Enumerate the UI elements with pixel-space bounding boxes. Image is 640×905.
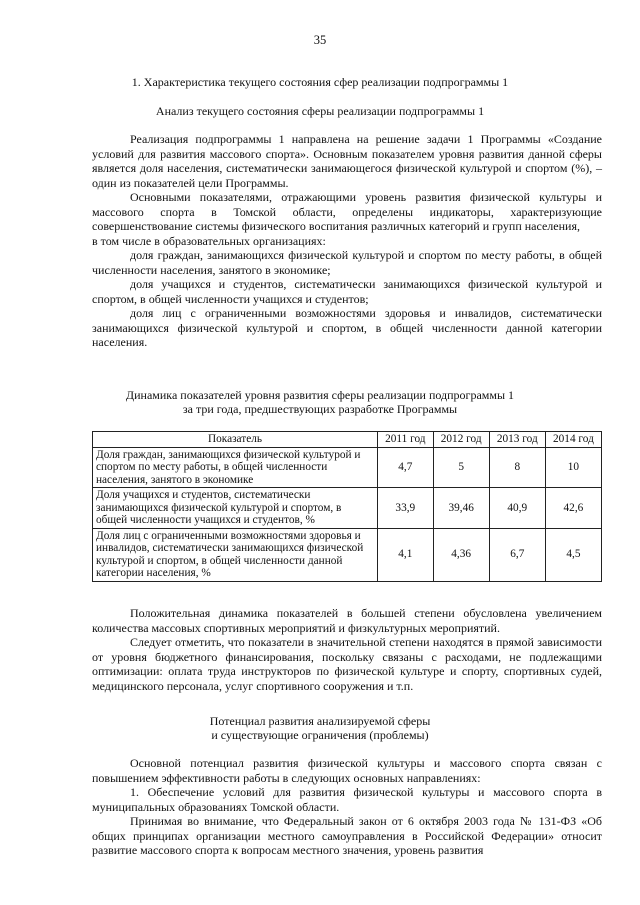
potential-heading-line-2: и существующие ограничения (проблемы)	[211, 728, 429, 742]
final-text	[92, 756, 602, 858]
table-cell: 4,7	[378, 447, 434, 488]
paragraph: Основными показателями, отражающими уровень развития физической культуры и массового спорта в Томской области, определены индикаторы, характеризующие совершенствование системы физического воспитания различных категорий и групп населения,	[92, 190, 602, 233]
paragraph: Основной потенциал развития физической культуры и массового спорта связан с повышением эффективности работы в следующих основных направлениях:	[92, 756, 602, 785]
table-cell: 10	[545, 447, 601, 488]
table-cell: 4,1	[378, 528, 434, 581]
paragraph: 1. Обеспечение условий для развития физической культуры и массового спорта в муниципальных образованиях Томской области.	[92, 785, 602, 814]
table-cell: 6,7	[489, 528, 545, 581]
after-table-text	[92, 606, 602, 693]
row-label: Доля лиц с ограниченными возможностями здоровья и инвалидов, систематически занимающихся физической культурой и спортом, в общей численности данной категории населения, %	[93, 528, 378, 581]
column-header: 2012 год	[433, 432, 489, 448]
list-item: доля учащихся и студентов, систематически занимающихся физической культурой и спортом, в общей численности учащихся и студентов;	[92, 277, 602, 306]
table-cell: 42,6	[545, 488, 601, 529]
row-label: Доля граждан, занимающихся физической культурой и спортом по месту работы, в общей численности населения, занятого в экономике	[93, 447, 378, 488]
list-item: доля лиц с ограниченными возможностями здоровья и инвалидов, систематически занимающихся физической культурой и спортом, в общей численности данной категории населения.	[92, 306, 602, 349]
paragraph: Реализация подпрограммы 1 направлена на решение задачи 1 Программы «Создание условий для развития массового спорта». Основным показателем уровня развития данной сферы является доля населения, систематически занимающегося физической культурой и спортом (%), – один из показателей цели Программы.	[92, 132, 602, 190]
table-cell: 4,36	[433, 528, 489, 581]
analysis-heading: Анализ текущего состояния сферы реализации подпрограммы 1	[155, 104, 485, 118]
table-cell: 5	[433, 447, 489, 488]
table-caption-line-1: Динамика показателей уровня развития сферы реализации подпрограммы 1	[125, 388, 515, 402]
table-caption-line-2: за три года, предшествующих разработке Программы	[182, 402, 458, 416]
table-header-row	[93, 432, 602, 448]
row-label: Доля учащихся и студентов, систематически занимающихся физической культурой и спортом, в общей численности учащихся и студентов, %	[93, 488, 378, 529]
paragraph: в том числе в образовательных организациях:	[92, 233, 326, 248]
paragraph: Следует отметить, что показатели в значительной степени находятся в прямой зависимости от уровня бюджетного финансирования, поскольку связаны с расходами, не подлежащими оптимизации: оплата труда инструкторов по физической культуре и спорту, спортивных судей, медицинского персонала, услуг спортивного сооружения и т.п.	[92, 635, 602, 693]
table-cell: 4,5	[545, 528, 601, 581]
column-header: Показатель	[93, 432, 378, 448]
potential-heading-line-1: Потенциал развития анализируемой сферы	[209, 714, 431, 728]
intro-text	[92, 132, 602, 350]
table-row	[93, 528, 602, 581]
table-row	[93, 447, 602, 488]
paragraph: Положительная динамика показателей в большей степени обусловлена увеличением количества массовых спортивных мероприятий и физкультурных мероприятий.	[92, 606, 602, 635]
list-item: доля граждан, занимающихся физической культурой и спортом по месту работы, в общей численности населения, занятого в экономике;	[92, 248, 602, 277]
table-row	[93, 488, 602, 529]
column-header: 2014 год	[545, 432, 601, 448]
table-cell: 8	[489, 447, 545, 488]
table-cell: 39,46	[433, 488, 489, 529]
column-header: 2013 год	[489, 432, 545, 448]
column-header: 2011 год	[378, 432, 434, 448]
section-heading: 1. Характеристика текущего состояния сфер реализации подпрограммы 1	[131, 75, 509, 89]
table-cell: 33,9	[378, 488, 434, 529]
page-number: 35	[313, 33, 327, 47]
indicator-table	[92, 431, 602, 582]
paragraph: Принимая во внимание, что Федеральный закон от 6 октября 2003 года № 131-ФЗ «Об общих принципах организации местного самоуправления в Российской Федерации» относит развитие массового спорта к вопросам местного значения, уровень развития	[92, 814, 602, 857]
table-cell: 40,9	[489, 488, 545, 529]
